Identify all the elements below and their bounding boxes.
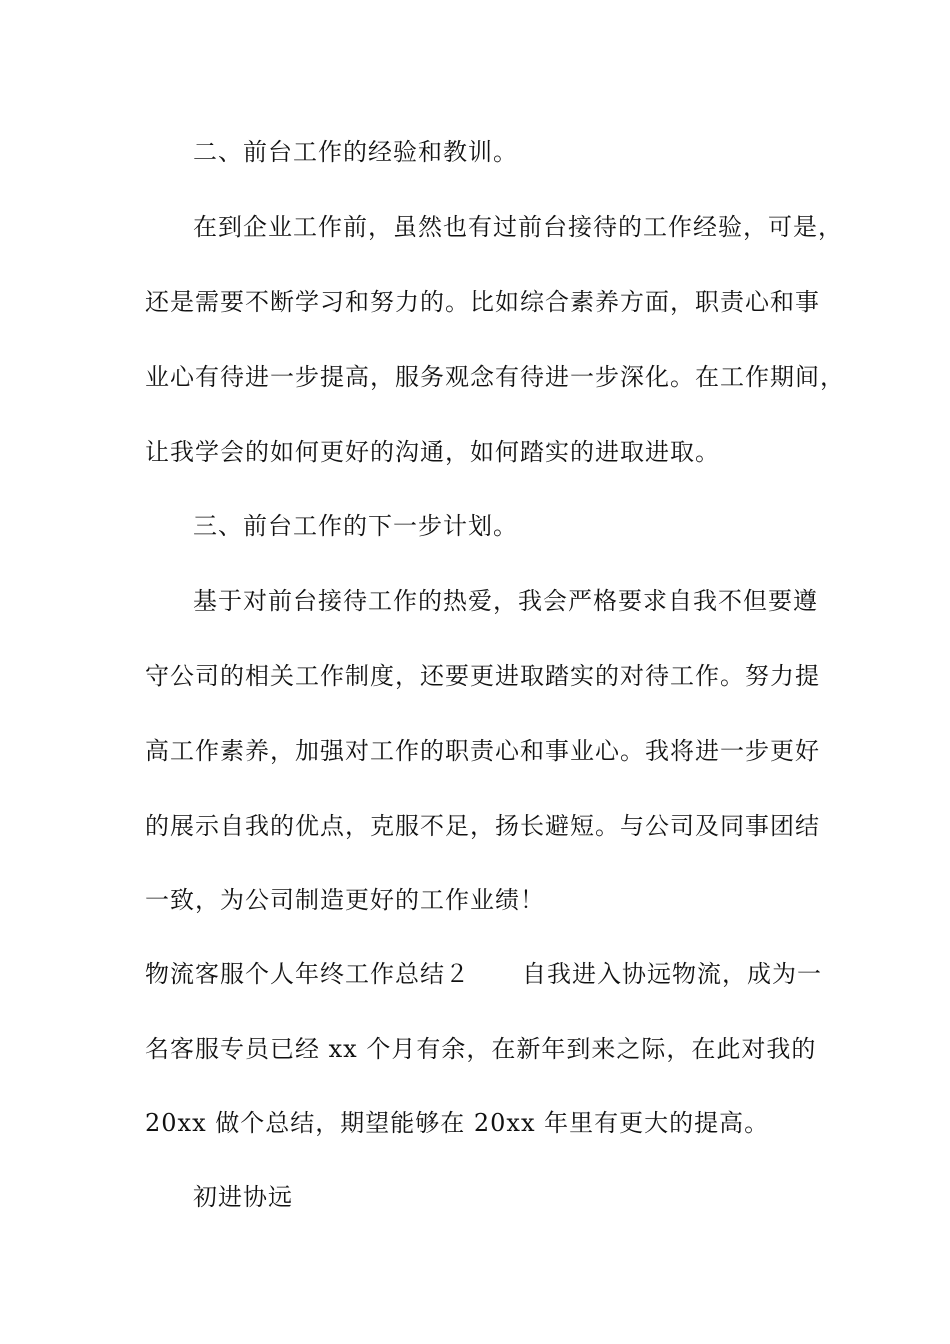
paragraph-line: 业心有待进一步提高，服务观念有待进一步深化。在工作期间， [145, 363, 845, 391]
paragraph-line: 基于对前台接待工作的热爱，我会严格要求自我不但要遵 [193, 587, 818, 615]
paragraph-line: 名客服专员已经 xx 个月有余，在新年到来之际，在此对我的 [145, 1035, 817, 1063]
paragraph-line: 高工作素养，加强对工作的职责心和事业心。我将进一步更好 [145, 737, 820, 765]
section-heading-first: 初进协远 [193, 1183, 293, 1211]
section-heading-3: 三、前台工作的下一步计划。 [193, 512, 518, 540]
paragraph-start: 自我进入协远物流，成为一 [522, 960, 822, 988]
title-line [145, 958, 822, 990]
paragraph-line: 一致，为公司制造更好的工作业绩！ [145, 886, 545, 914]
paragraph-line: 守公司的相关工作制度，还要更进取踏实的对待工作。努力提 [145, 662, 820, 690]
paragraph-line: 在到企业工作前，虽然也有过前台接待的工作经验，可是， [193, 213, 843, 241]
paragraph-line: 20xx 做个总结，期望能够在 20xx 年里有更大的提高。 [145, 1109, 770, 1137]
section-heading-2: 二、前台工作的经验和教训。 [193, 138, 518, 166]
paragraph-line: 让我学会的如何更好的沟通，如何踏实的进取进取。 [145, 438, 720, 466]
article-title: 物流客服个人年终工作总结２ [145, 960, 470, 988]
paragraph-line: 还是需要不断学习和努力的。比如综合素养方面，职责心和事 [145, 288, 820, 316]
paragraph-line: 的展示自我的优点，克服不足，扬长避短。与公司及同事团结 [145, 812, 820, 840]
